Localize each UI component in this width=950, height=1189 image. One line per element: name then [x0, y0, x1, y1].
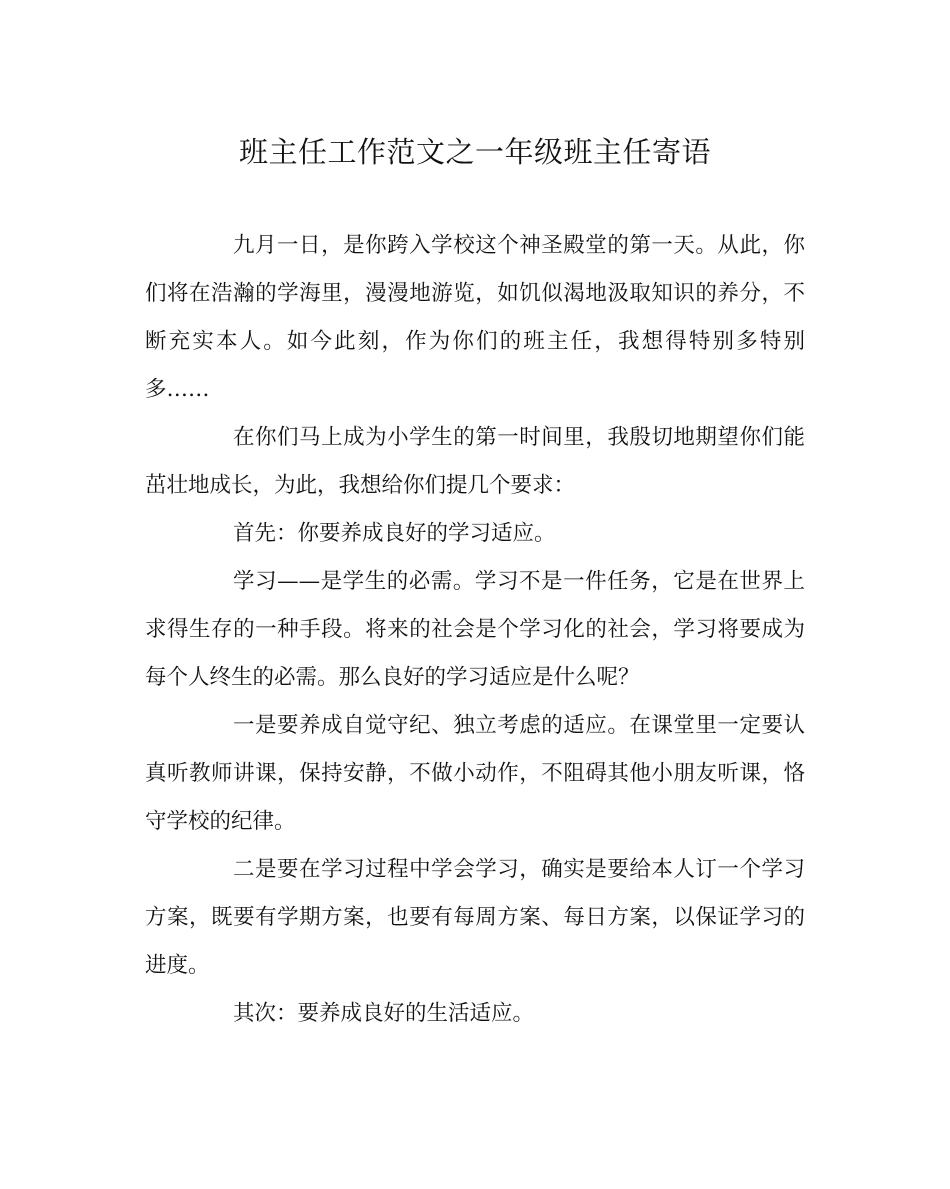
paragraph-3: 首先：你要养成良好的学习适应。 — [233, 521, 556, 546]
paragraph-6: 二是要在学习过程中学会学习，确实是要给本人订一个学习方案，既要有学期方案，也要有每周方案、每日方案，以保证学习的进度。 — [145, 857, 805, 978]
document-body — [145, 222, 805, 1038]
paragraph-4: 学习——是学生的必需。学习不是一件任务，它是在世界上求得生存的一种手段。将来的社会是个学习化的社会，学习将要成为每个人终生的必需。那么良好的学习适应是什么呢？ — [145, 569, 805, 690]
paragraph-7: 其次：要养成良好的生活适应。 — [233, 1001, 535, 1026]
paragraph-1: 九月一日，是你跨入学校这个神圣殿堂的第一天。从此，你们将在浩瀚的学海里，漫漫地游览，如饥似渴地汲取知识的养分，不断充实本人。如今此刻，作为你们的班主任，我想得特别多特别多…… — [145, 233, 805, 402]
paragraph-2: 在你们马上成为小学生的第一时间里，我殷切地期望你们能茁壮地成长，为此，我想给你们提几个要求： — [145, 425, 805, 498]
document-title: 班主任工作范文之一年级班主任寄语 — [238, 135, 711, 169]
paragraph-5: 一是要养成自觉守纪、独立考虑的适应。在课堂里一定要认真听教师讲课，保持安静，不做小动作，不阻碍其他小朋友听课，恪守学校的纪律。 — [145, 713, 805, 834]
